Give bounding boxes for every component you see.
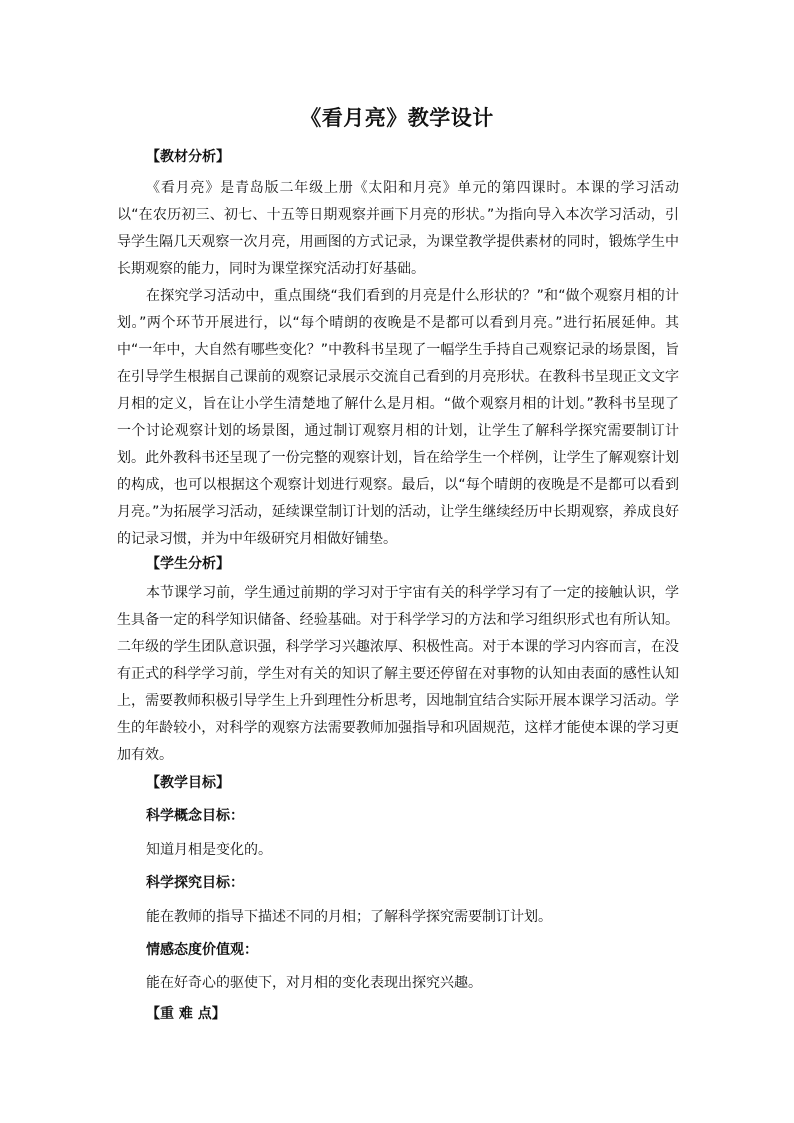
section-heading-key-points: 【重 难 点】 <box>146 1006 226 1022</box>
document-title: 《看月亮》教学设计 <box>300 106 494 130</box>
concept-goal-heading: 科学概念目标： <box>146 808 244 824</box>
textbook-analysis-paragraph-1: 《看月亮》是青岛版二年级上册《太阳和月亮》单元的第四课时。本课的学习活动以“在农历初三、初七、十五等日期观察并画下月亮的形状。”为指向导入本次学习活动，引导学生隔几天观察一次月亮，用画图的方式记录，为课堂教学提供素材的同时，锻炼学生中长期观察的能力，同时为课堂探究活动打好基础。 <box>117 180 679 277</box>
inquiry-goal-text: 能在教师的指导下描述不同的月相；了解科学探究需要制订计划。 <box>146 909 552 925</box>
inquiry-goal-heading: 科学探究目标： <box>146 875 244 891</box>
attitude-goal-text: 能在好奇心的驱使下，对月相的变化表现出探究兴趣。 <box>146 975 482 991</box>
textbook-analysis-paragraph-2: 在探究学习活动中，重点围绕“我们看到的月亮是什么形状的？”和“做个观察月相的计划。”两个环节开展进行，以“每个晴朗的夜晚是不是都可以看到月亮。”进行拓展延伸。其中“一年中，大自然有哪些变化？”中教科书呈现了一幅学生手持自己观察记录的场景图，旨在引导学生根据自己课前的观察记录展示交流自己看到的月亮形状。在教科书呈现正文文字月相的定义，旨在让小学生清楚地了解什么是月相。“做个观察月相的计划。”教科书呈现了一个讨论观察计划的场景图，通过制订观察月相的计划，让学生了解科学探究需要制订计划。此外教科书还呈现了一份完整的观察计划，旨在给学生一个样例，让学生了解观察计划的构成，也可以根据这个观察计划进行观察。最后，以“每个晴朗的夜晚是不是都可以看到月亮。”为拓展学习活动，延续课堂制订计划的活动，让学生继续经历中长期观察，养成良好的记录习惯，并为中年级研究月相做好铺垫。 <box>117 288 679 547</box>
section-heading-textbook-analysis: 【教材分析】 <box>146 149 230 165</box>
student-analysis-paragraph: 本节课学习前，学生通过前期的学习对于宇宙有关的科学学习有了一定的接触认识，学生具备一定的科学知识储备、经验基础。对于科学学习的方法和学习组织形式也有所认知。二年级的学生团队意识强，科学学习兴趣浓厚、积极性高。对于本课的学习内容而言，在没有正式的科学学习前，学生对有关的知识了解主要还停留在对事物的认知由表面的感性认知上，需要教师积极引导学生上升到理性分析思考，因地制宜结合实际开展本课学习活动。学生的年龄较小，对科学的观察方法需要教师加强指导和巩固规范，这样才能使本课的学习更加有效。 <box>117 585 679 763</box>
section-heading-teaching-goals: 【教学目标】 <box>146 775 230 791</box>
attitude-goal-heading: 情感态度价值观： <box>146 942 258 958</box>
concept-goal-text: 知道月相是变化的。 <box>146 842 272 858</box>
section-heading-student-analysis: 【学生分析】 <box>146 556 230 572</box>
